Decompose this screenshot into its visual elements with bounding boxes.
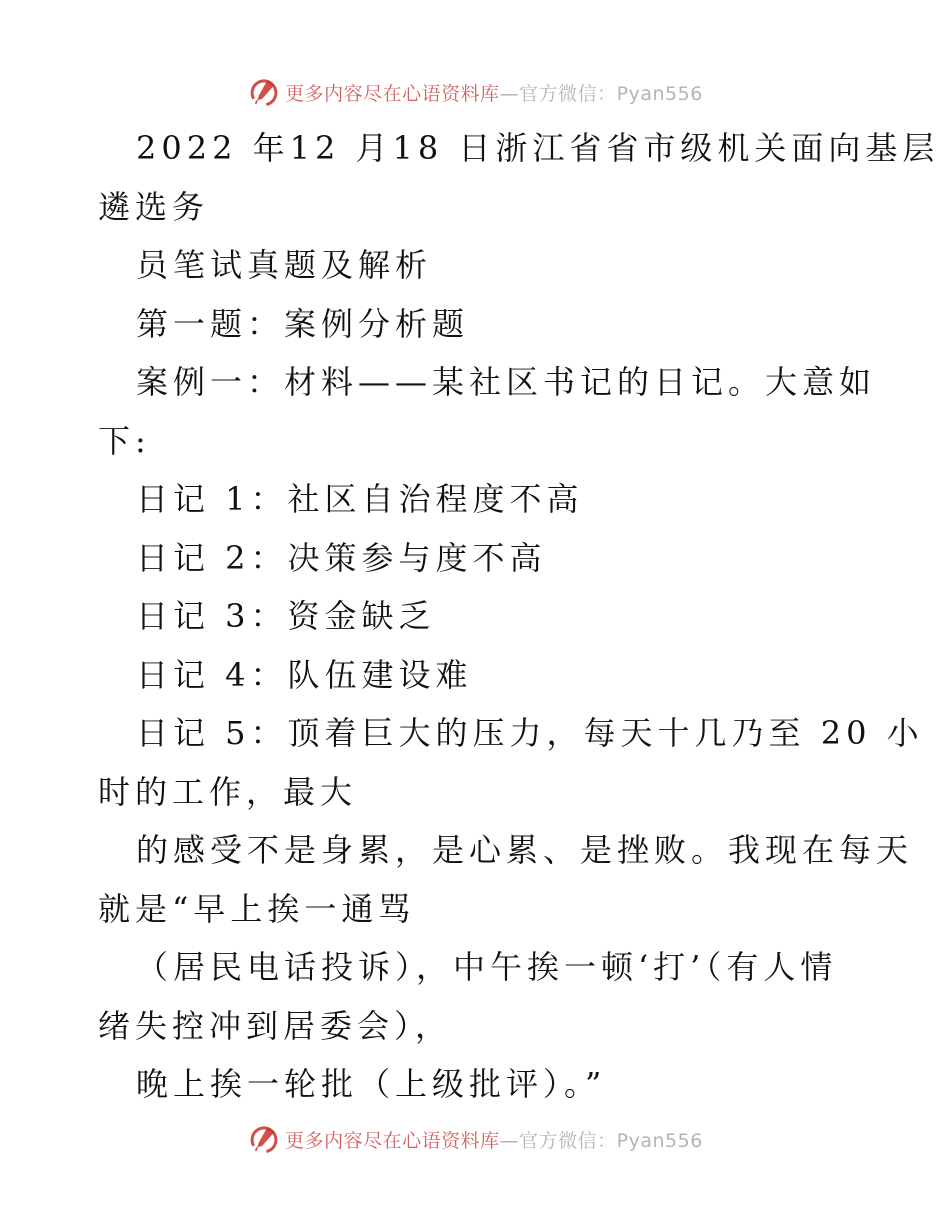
text-line: 遴选务 bbox=[98, 187, 210, 226]
watermark-text: 更多内容尽在心语资料库—官方微信：Pyan556 bbox=[285, 82, 703, 105]
text-line: 日记 3：资金缺乏 bbox=[136, 597, 436, 635]
text-line: 员笔试真题及解析 bbox=[136, 246, 433, 284]
watermark-text: 更多内容尽在心语资料库—官方微信：Pyan556 bbox=[285, 1129, 703, 1152]
text-line: 晚上挨一轮批（上级批评）。” bbox=[136, 1065, 607, 1103]
text-line: 绪失控冲到居委会）， bbox=[98, 1006, 453, 1045]
text-line: 2022 年12 月18 日浙江省省市级机关面向基层 bbox=[136, 129, 940, 167]
pen-logo-icon bbox=[247, 75, 281, 109]
pen-logo-icon bbox=[247, 1122, 281, 1156]
text-line: 日记 5：顶着巨大的压力，每天十几乃至 20 小 bbox=[136, 714, 924, 752]
text-line: 第一题：案例分析题 bbox=[136, 304, 470, 343]
text-line: 时的工作，最大 bbox=[98, 772, 358, 811]
text-line: 日记 4：队伍建设难 bbox=[136, 655, 473, 694]
text-line: 日记 2：决策参与度不高 bbox=[136, 538, 547, 577]
text-line: 的感受不是身累，是心累、是挫败。我现在每天 bbox=[136, 831, 914, 869]
text-line: 就是“早上挨一通骂 bbox=[98, 889, 416, 928]
text-line: 日记 1：社区自治程度不高 bbox=[136, 480, 584, 518]
document-body bbox=[98, 119, 940, 1114]
watermark-header bbox=[0, 72, 950, 112]
text-line: 下: bbox=[98, 421, 151, 460]
text-line: 案例一：材料——某社区书记的日记。大意如 bbox=[136, 363, 877, 401]
watermark-footer bbox=[0, 1119, 950, 1159]
text-line: （居民电话投诉），中午挨一顿‘打’（有人情 bbox=[136, 948, 838, 986]
